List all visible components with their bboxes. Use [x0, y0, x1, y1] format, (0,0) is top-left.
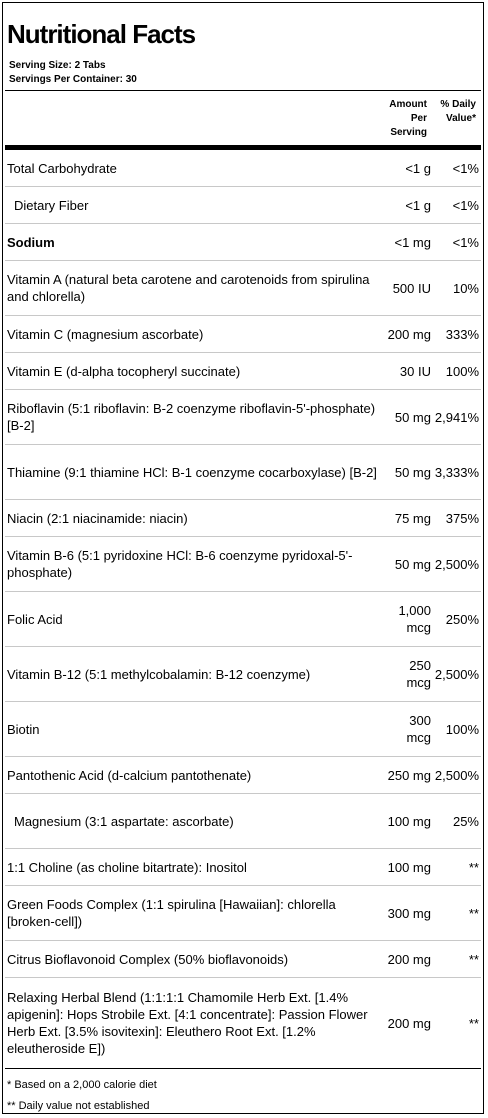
- footnote-not-established: ** Daily value not established: [7, 1100, 150, 1112]
- nutrient-amount: 200 mg: [387, 951, 431, 967]
- nutrient-amount: <1 g: [405, 197, 431, 213]
- table-row: [5, 849, 481, 886]
- table-row: [5, 702, 481, 757]
- nutrient-name: Vitamin B-12 (5:1 methylcobalamin: B-12 coenzyme): [7, 666, 311, 682]
- nutrient-daily-value: **: [468, 859, 479, 875]
- daily-value-header: [431, 98, 476, 126]
- table-row: [5, 445, 481, 500]
- nutrient-name: Niacin (2:1 niacinamide: niacin): [7, 510, 188, 526]
- nutrient-name: Vitamin B-6 (5:1 pyridoxine HCl: B-6 coenzyme pyridoxal-5'-phosphate): [7, 548, 353, 580]
- nutrient-daily-value: 2,500%: [434, 666, 479, 682]
- nutrient-daily-value: **: [468, 1015, 479, 1031]
- nutrient-amount: 100 mg: [387, 813, 431, 829]
- header-divider: [5, 90, 481, 91]
- nutrient-daily-value: 10%: [452, 280, 479, 296]
- nutrient-daily-value: <1%: [452, 234, 479, 250]
- table-row: [5, 647, 481, 702]
- nutrient-name: Total Carbohydrate: [7, 160, 117, 176]
- table-row: [5, 187, 481, 224]
- nutrient-amount: 50 mg: [394, 409, 431, 425]
- footnotes: [7, 1075, 157, 1117]
- nutrient-daily-value: 100%: [445, 363, 479, 379]
- table-row: [5, 390, 481, 445]
- table-row: [5, 500, 481, 537]
- table-row: [5, 261, 481, 316]
- nutrient-daily-value: 333%: [445, 326, 479, 342]
- nutrient-name: Citrus Bioflavonoid Complex (50% bioflavonoids): [7, 951, 289, 967]
- nutrient-amount: <1 mg: [394, 234, 431, 250]
- nutrient-daily-value: 25%: [452, 813, 479, 829]
- nutrient-name: Dietary Fiber: [14, 197, 89, 213]
- table-row: [5, 150, 481, 187]
- amount-header-line: Serving: [390, 127, 427, 138]
- dv-header-line: % Daily: [440, 99, 476, 110]
- nutrient-daily-value: 2,500%: [434, 767, 479, 783]
- nutrient-name: Vitamin A (natural beta carotene and carotenoids from spirulina and chlorella): [7, 272, 370, 304]
- nutrient-amount: 200 mg: [387, 1015, 431, 1031]
- amount-header-line: Per: [410, 113, 427, 124]
- nutrient-daily-value: 250%: [445, 611, 479, 627]
- table-row: [5, 537, 481, 592]
- table-row: [5, 353, 481, 390]
- nutrient-name: Thiamine (9:1 thiamine HCl: B-1 coenzyme cocarboxylase) [B-2]: [7, 464, 377, 480]
- nutrient-name: 1:1 Choline (as choline bitartrate): Inositol: [7, 859, 247, 875]
- nutrient-amount: 50 mg: [394, 464, 431, 480]
- nutrient-name: Relaxing Herbal Blend (1:1:1:1 Chamomile Herb Ext. [1.4% apigenin]: Hops Strobile Ext. [4:1 concentrate]: Passion Flower Herb Ext. [3.5% isovitexin]: Eleuthero Root Ext. [1.2% eleutheroside E]): [7, 990, 368, 1056]
- nutrient-name: Vitamin E (d-alpha tocopheryl succinate): [7, 363, 241, 379]
- nutrient-amount: 500 IU: [392, 280, 431, 296]
- nutrient-amount: <1 g: [405, 160, 431, 176]
- nutrient-daily-value: 100%: [445, 721, 479, 737]
- table-row: [5, 978, 481, 1069]
- nutrient-name: Riboflavin (5:1 riboflavin: B-2 coenzyme riboflavin-5'-phosphate) [B-2]: [7, 401, 376, 433]
- nutrient-daily-value: 2,941%: [434, 409, 479, 425]
- table-row: [5, 794, 481, 849]
- nutrient-amount: 300 mcg: [406, 713, 431, 745]
- nutrient-amount: 300 mg: [387, 905, 431, 921]
- nutrient-amount: 1,000 mcg: [398, 603, 431, 635]
- amount-header-line: Amount: [389, 99, 427, 110]
- nutrient-amount: 30 IU: [399, 363, 431, 379]
- nutrient-daily-value: 375%: [445, 510, 479, 526]
- nutrient-table: [3, 150, 483, 1069]
- nutrient-daily-value: 2,500%: [434, 556, 479, 572]
- table-row: [5, 224, 481, 261]
- amount-per-serving-header: [375, 98, 427, 140]
- nutrient-name: Biotin: [7, 721, 40, 737]
- nutrient-amount: 100 mg: [387, 859, 431, 875]
- nutrient-daily-value: **: [468, 905, 479, 921]
- footnote-daily-value: * Based on a 2,000 calorie diet: [7, 1079, 157, 1091]
- servings-per-container: Servings Per Container: 30: [9, 74, 137, 85]
- table-row: [5, 592, 481, 647]
- dv-header-line: Value*: [445, 113, 476, 124]
- table-row: [5, 886, 481, 941]
- nutrient-amount: 75 mg: [394, 510, 431, 526]
- nutrient-name: Vitamin C (magnesium ascorbate): [7, 326, 204, 342]
- nutrient-daily-value: <1%: [452, 160, 479, 176]
- nutrient-name: Green Foods Complex (1:1 spirulina [Hawaiian]: chlorella [broken-cell]): [7, 897, 336, 929]
- serving-size: Serving Size: 2 Tabs: [9, 60, 106, 71]
- table-row: [5, 757, 481, 794]
- panel-title: Nutritional Facts: [7, 19, 196, 49]
- nutrient-amount: 50 mg: [394, 556, 431, 572]
- nutrient-name: Magnesium (3:1 aspartate: ascorbate): [14, 813, 234, 829]
- nutrient-daily-value: **: [468, 951, 479, 967]
- nutrient-daily-value: <1%: [452, 197, 479, 213]
- nutrient-name: Folic Acid: [7, 611, 63, 627]
- nutrition-facts-panel: [2, 2, 484, 1114]
- table-row: [5, 941, 481, 978]
- nutrient-name: Pantothenic Acid (d-calcium pantothenate): [7, 767, 252, 783]
- nutrient-name: Sodium: [7, 234, 55, 250]
- nutrient-amount: 250 mg: [387, 767, 431, 783]
- nutrient-amount: 200 mg: [387, 326, 431, 342]
- nutrient-amount: 250 mcg: [406, 658, 431, 690]
- nutrient-daily-value: 3,333%: [434, 464, 479, 480]
- table-row: [5, 316, 481, 353]
